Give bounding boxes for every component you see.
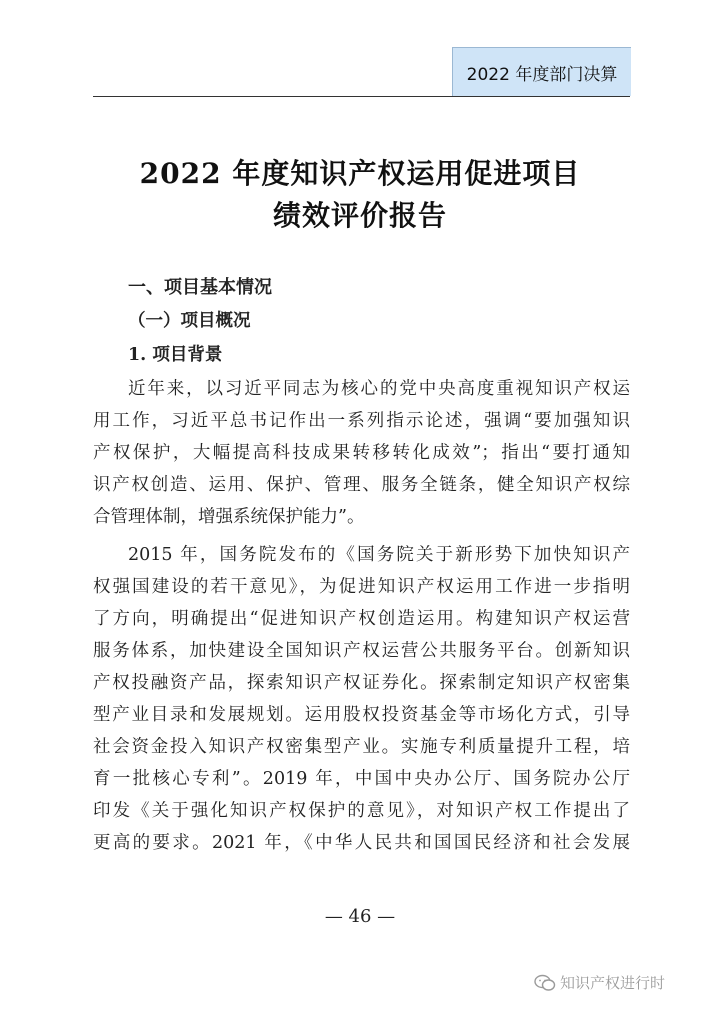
paragraph-line: 育一批核心专利”。2019 年，中国中央办公厅、国务院办公厅 (93, 769, 630, 789)
header-divider (93, 96, 630, 97)
paragraph-line: 社会资金投入知识产权密集型产业。实施专利质量提升工程，培 (93, 737, 630, 757)
report-title-line-2: 绩效评价报告 (272, 199, 447, 232)
document-header-label: 2022 年度部门决算 (452, 47, 631, 96)
wechat-icon (534, 974, 556, 992)
paragraph-line: 产权投融资产品，探索知识产权证券化。探索制定知识产权密集 (93, 673, 630, 693)
paragraph-line: 2015 年，国务院发布的《国务院关于新形势下加快知识产 (128, 545, 630, 565)
section-heading-2: （一）项目概况 (128, 311, 251, 331)
paragraph-line: 近年来，以习近平同志为核心的党中央高度重视知识产权运 (128, 379, 630, 399)
paragraph-line: 用工作，习近平总书记作出一系列指示论述，强调“要加强知识 (93, 411, 630, 431)
paragraph-line: 型产业目录和发展规划。运用股权投资基金等市场化方式，引导 (93, 705, 630, 725)
paragraph-line: 服务体系，加快建设全国知识产权运营公共服务平台。创新知识 (93, 641, 630, 661)
watermark (534, 972, 665, 993)
paragraph-line: 合管理体制，增强系统保护能力”。 (93, 507, 365, 527)
paragraph-line: 权强国建设的若干意见》，为促进知识产权运用工作进一步指明 (93, 577, 630, 597)
watermark-text: 知识产权进行时 (560, 974, 666, 992)
report-title-line-1: 2022 年度知识产权运用促进项目 (139, 157, 581, 190)
paragraph-line: 更高的要求。2021 年，《中华人民共和国国民经济和社会发展 (93, 833, 630, 853)
paragraph-line: 了方向，明确提出“促进知识产权创造运用。构建知识产权运营 (93, 609, 630, 629)
page-number: — 46 — (324, 906, 396, 927)
section-heading-1: 一、项目基本情况 (128, 277, 272, 298)
section-heading-3: 1. 项目背景 (128, 345, 223, 365)
paragraph-line: 识产权创造、运用、保护、管理、服务全链条，健全知识产权综 (93, 475, 630, 495)
paragraph-line: 印发《关于强化知识产权保护的意见》，对知识产权工作提出了 (93, 801, 630, 821)
paragraph-line: 产权保护，大幅提高科技成果转移转化成效”；指出“要打通知 (93, 443, 630, 463)
